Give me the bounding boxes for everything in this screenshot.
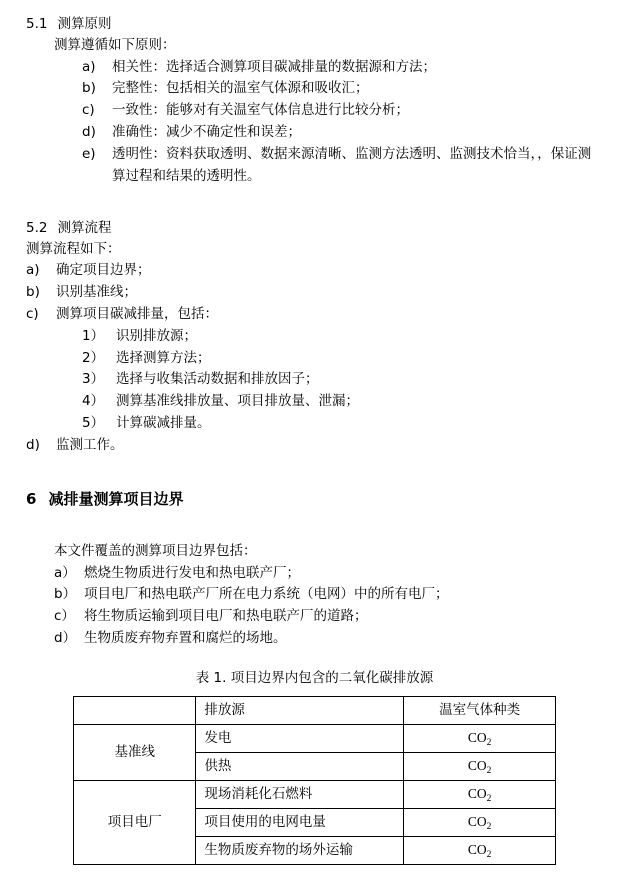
list-marker: c）	[54, 608, 75, 625]
sub-list-marker: 4）	[82, 393, 105, 410]
list-marker: d)	[26, 437, 40, 454]
gas-subscript: 2	[486, 765, 492, 776]
list-text: 透明性：资料获取透明、数据来源清晰、监测方法透明、监测技术恰当，，保证测算过程和结果的透明性。	[112, 145, 592, 184]
list-marker: c)	[82, 102, 95, 119]
table-header-row	[74, 696, 556, 724]
sub-list-item	[82, 391, 603, 413]
gas-subscript: 2	[486, 737, 492, 748]
list-text: 准确性：减少不确定性和误差；	[112, 124, 301, 141]
table-header-source: 排放源	[196, 696, 404, 724]
gas-subscript: 2	[486, 793, 492, 804]
sub-list-marker: 3）	[82, 371, 105, 388]
gas-formula: CO	[467, 729, 487, 745]
gas-formula: CO	[467, 841, 487, 857]
list-marker: b)	[82, 80, 96, 97]
list-text: 燃烧生物质进行发电和热电联产厂；	[84, 564, 300, 581]
sub-list-text: 计算碳减排量。	[116, 415, 211, 432]
list-text: 识别基准线；	[56, 284, 137, 301]
table-cell-source: 发电	[196, 724, 404, 752]
table-caption: 表 1. 项目边界内包含的二氧化碳排放源	[195, 669, 434, 686]
sub-list-item	[82, 348, 603, 370]
chapter-6-lead: 本文件覆盖的测算项目边界包括：	[54, 542, 257, 559]
section-5-1-lead: 测算遵循如下原则：	[54, 36, 176, 53]
table-header-gas: 温室气体种类	[404, 696, 556, 724]
section-5-2-lead: 测算流程如下：	[26, 240, 121, 257]
list-marker: d)	[82, 124, 96, 141]
chapter-number: 6	[26, 489, 37, 508]
list-item	[26, 435, 603, 457]
table-cell-source: 现场消耗化石燃料	[196, 780, 404, 808]
list-text: 完整性：包括相关的温室气体源和吸收汇；	[112, 80, 369, 97]
sub-list-marker: 1）	[82, 327, 105, 344]
section-heading-5-1	[26, 14, 603, 35]
list-marker: b)	[26, 284, 40, 301]
section-title: 测算原则	[57, 16, 112, 32]
sub-list-item	[82, 413, 603, 435]
list-marker: c)	[26, 305, 39, 322]
table-cell-gas	[404, 752, 556, 780]
list-marker: b）	[54, 586, 77, 603]
list-item	[82, 122, 603, 144]
gas-formula: CO	[467, 813, 487, 829]
sub-list-text: 选择测算方法；	[116, 349, 211, 366]
sub-list-text: 选择与收集活动数据和排放因子；	[116, 371, 319, 388]
table-header-category	[74, 696, 196, 724]
list-marker: a)	[26, 262, 40, 279]
list-item	[54, 563, 603, 585]
list-text: 一致性：能够对有关温室气体信息进行比较分析；	[112, 102, 409, 119]
table-cell-gas	[404, 780, 556, 808]
list-item	[54, 628, 603, 650]
list-text: 项目电厂和热电联产厂所在电力系统（电网）中的所有电厂；	[84, 586, 449, 603]
table-cell-category: 基准线	[74, 724, 196, 780]
list-marker: d）	[54, 630, 77, 647]
chapter-title: 减排量测算项目边界	[48, 489, 184, 508]
sub-list-marker: 5）	[82, 415, 105, 432]
list-item	[26, 304, 603, 326]
table-row	[74, 724, 556, 752]
table-cell-gas	[404, 836, 556, 864]
section-title: 测算流程	[57, 219, 112, 236]
gas-subscript: 2	[486, 849, 492, 860]
list-marker: a）	[54, 564, 76, 581]
table-row	[74, 780, 556, 808]
list-marker: a)	[82, 58, 96, 75]
gas-subscript: 2	[486, 821, 492, 832]
sub-list-item	[82, 369, 603, 391]
list-text: 确定项目边界；	[56, 262, 151, 279]
list-text: 将生物质运输到项目电厂和热电联产厂的道路；	[84, 608, 368, 625]
section-number: 5.2	[26, 219, 48, 236]
sub-list-marker: 2）	[82, 349, 105, 366]
section-number: 5.1	[26, 16, 48, 32]
sub-list-text: 识别排放源；	[116, 327, 197, 344]
table-cell-source: 供热	[196, 752, 404, 780]
emission-source-table	[73, 696, 556, 865]
section-heading-5-2	[26, 218, 603, 239]
gas-formula: CO	[467, 785, 487, 801]
list-item	[26, 282, 603, 304]
list-marker: e)	[82, 145, 96, 162]
list-item	[82, 144, 603, 188]
gas-formula: CO	[467, 757, 487, 773]
list-item	[54, 584, 603, 606]
table-cell-source: 生物质废弃物的场外运输	[196, 836, 404, 864]
table-cell-source: 项目使用的电网电量	[196, 808, 404, 836]
list-text: 监测工作。	[56, 437, 124, 454]
chapter-heading-6	[26, 487, 603, 511]
table-cell-gas	[404, 724, 556, 752]
list-text: 测算项目碳减排量，包括：	[56, 305, 218, 322]
sub-list-text: 测算基准线排放量、项目排放量、泄漏；	[116, 393, 359, 410]
list-item	[82, 57, 603, 79]
list-item	[82, 78, 603, 100]
list-item	[82, 100, 603, 122]
list-text: 生物质废弃物弃置和腐烂的场地。	[84, 630, 287, 647]
list-item	[54, 606, 603, 628]
table-cell-gas	[404, 808, 556, 836]
list-item	[26, 260, 603, 282]
table-cell-category: 项目电厂	[74, 780, 196, 864]
list-text: 相关性：选择适合测算项目碳减排量的数据源和方法；	[112, 58, 436, 75]
sub-list-item	[82, 326, 603, 348]
